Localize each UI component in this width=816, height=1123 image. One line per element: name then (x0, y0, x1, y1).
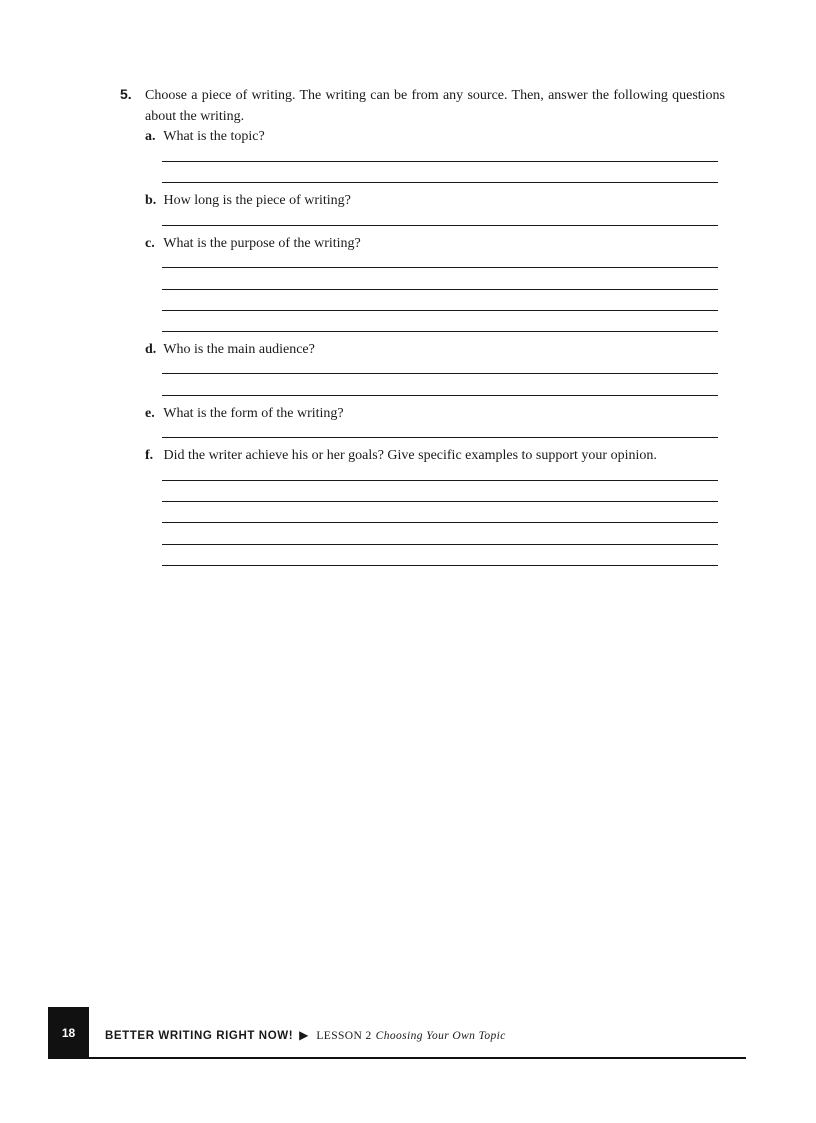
answer-line[interactable] (162, 544, 718, 545)
sub-question-letter: c. (145, 236, 155, 251)
answer-line[interactable] (162, 310, 718, 311)
sub-question-text: Who is the main audience? (163, 342, 315, 357)
sub-question-letter: f. (145, 448, 154, 463)
sub-question-text: How long is the piece of writing? (163, 193, 351, 208)
footer-rule (48, 1057, 746, 1059)
answer-line[interactable] (162, 373, 718, 374)
book-title: BETTER WRITING RIGHT NOW! (105, 1030, 294, 1042)
answer-line[interactable] (162, 331, 718, 332)
sub-question-letter: b. (145, 193, 157, 208)
answer-line[interactable] (162, 182, 718, 183)
sub-question-text: What is the form of the writing? (163, 406, 344, 421)
sub-question-f (145, 447, 657, 465)
sub-question-e (145, 405, 344, 423)
sub-question-c (145, 235, 361, 253)
answer-line[interactable] (162, 522, 718, 523)
answer-line[interactable] (162, 480, 718, 481)
question-prompt: Choose a piece of writing. The writing can be from any source. Then, answer the following questions about the writing. (145, 88, 725, 124)
running-footer (105, 1028, 506, 1043)
answer-line[interactable] (162, 395, 718, 396)
lesson-title: Choosing Your Own Topic (375, 1030, 506, 1042)
answer-line[interactable] (162, 289, 718, 290)
sub-question-text: What is the purpose of the writing? (163, 236, 361, 251)
lesson-label: LESSON 2 (316, 1030, 372, 1042)
sub-question-text: What is the topic? (163, 129, 265, 144)
answer-line[interactable] (162, 161, 718, 162)
sub-question-letter: e. (145, 406, 155, 421)
sub-question-d (145, 341, 315, 359)
answer-line[interactable] (162, 565, 718, 566)
sub-question-letter: a. (145, 129, 156, 144)
sub-question-b (145, 192, 351, 210)
answer-line[interactable] (162, 437, 718, 438)
answer-line[interactable] (162, 267, 718, 268)
sub-question-letter: d. (145, 342, 157, 357)
sub-question-a (145, 128, 265, 146)
answer-line[interactable] (162, 501, 718, 502)
answer-line[interactable] (162, 225, 718, 226)
question-number: 5. (120, 86, 132, 102)
sub-question-text: Did the writer achieve his or her goals? Give specific examples to support your opinion. (163, 448, 657, 463)
page-number: 18 (48, 1007, 89, 1059)
play-arrow-icon: ▶ (299, 1028, 309, 1042)
